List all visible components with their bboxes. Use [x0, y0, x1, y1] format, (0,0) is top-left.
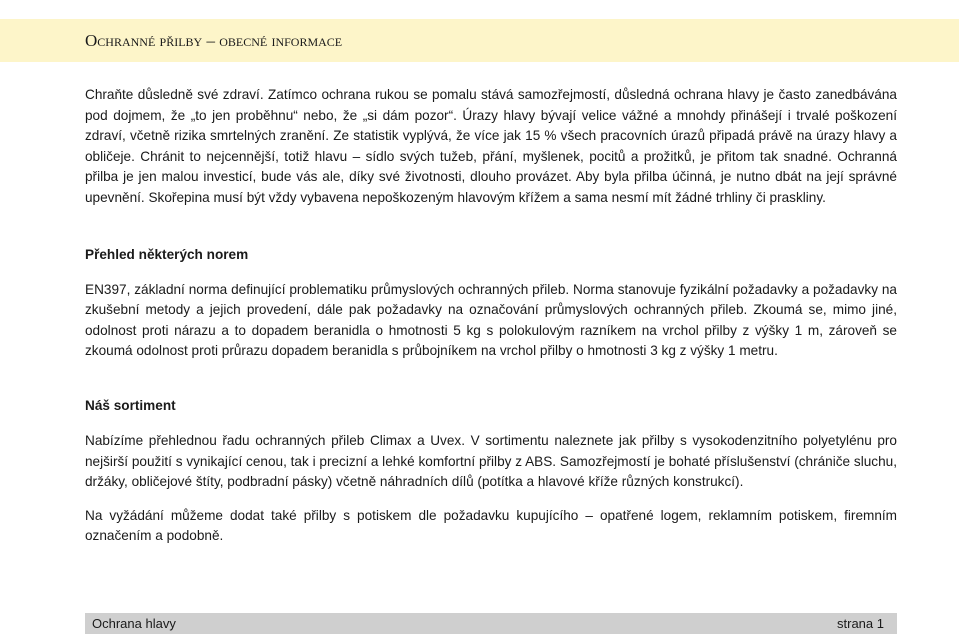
document-body	[85, 85, 897, 547]
title-main: Ochranné přilby	[85, 31, 203, 50]
assortment-heading: Náš sortiment	[85, 397, 176, 413]
norms-paragraph: EN397, základní norma definující problematiku průmyslových ochranných přileb. Norma stanovuje fyzikální požadavky a požadavky na zkušební metody a jejich provedení, dále pak požadavky na označování průmyslových ochranných přileb. Zkoumá se, mimo jiné, odolnost proti nárazu a to dopadem beranidla o hmotnosti 5 kg s polokulovým razníkem na vrchol přilby z výšky 1 m, zároveň se zkoumá odolnost proti průrazu dopadem beranidla s průbojníkem na vrchol přilby o hmotnosti 3 kg z výšky 1 metru.	[85, 281, 897, 359]
assortment-paragraph-1: Nabízíme přehlednou řadu ochranných přileb Climax a Uvex. V sortimentu naleznete jak přilby s vysokodenzitního polyetylénu pro nejširší použití s vynikající cenou, tak i precizní a lehké komfortní přilby z ABS. Samozřejmostí je bohaté příslušenství (chrániče sluchu, držáky, obličejové štíty, podbradní pásky) včetně náhradních dílů (potítka a hlavové kříže různých konstrukcí).	[85, 432, 897, 490]
assortment-paragraph-2: Na vyžádání můžeme dodat také přilby s potiskem dle požadavku kupujícího – opatřené logem, reklamním potiskem, firemním označením a podobně.	[85, 507, 897, 544]
page-title	[85, 31, 342, 51]
page-footer	[85, 613, 897, 634]
title-sub: obecné informace	[219, 31, 343, 50]
title-dash: –	[202, 31, 220, 50]
footer-section-label: Ochrana hlavy	[92, 616, 176, 631]
intro-paragraph: Chraňte důsledně své zdraví. Zatímco ochrana rukou se pomalu stává samozřejmostí, důsledná ochrana hlavy je často zanedbávána pod dojmem, že „to jen proběhnu“ nebo, že „si dám pozor“. Úrazy hlavy bývají velice vážné a mnohdy přinášejí i trvalé poškození zdraví, včetně rizika smrtelných zranění. Ze statistik vyplývá, že více jak 15 % všech pracovních úrazů připadá právě na úrazy hlavy a obličeje. Chránit to nejcennější, totiž hlavu – sídlo svých tužeb, přání, myšlenek, pocitů a prožitků, je přitom tak snadné. Ochranná přilba je jen malou investicí, bude vás ale, díky své životnosti, dlouho provázet. Aby byla přilba účinná, je nutno dbát na její správné upevnění. Skořepina musí být vždy vybavena nepoškozeným hlavovým křížem a sama nesmí mít žádné trhliny či praskliny.	[85, 87, 897, 205]
norms-heading: Přehled některých norem	[85, 246, 249, 262]
page-number: strana 1	[837, 616, 884, 631]
